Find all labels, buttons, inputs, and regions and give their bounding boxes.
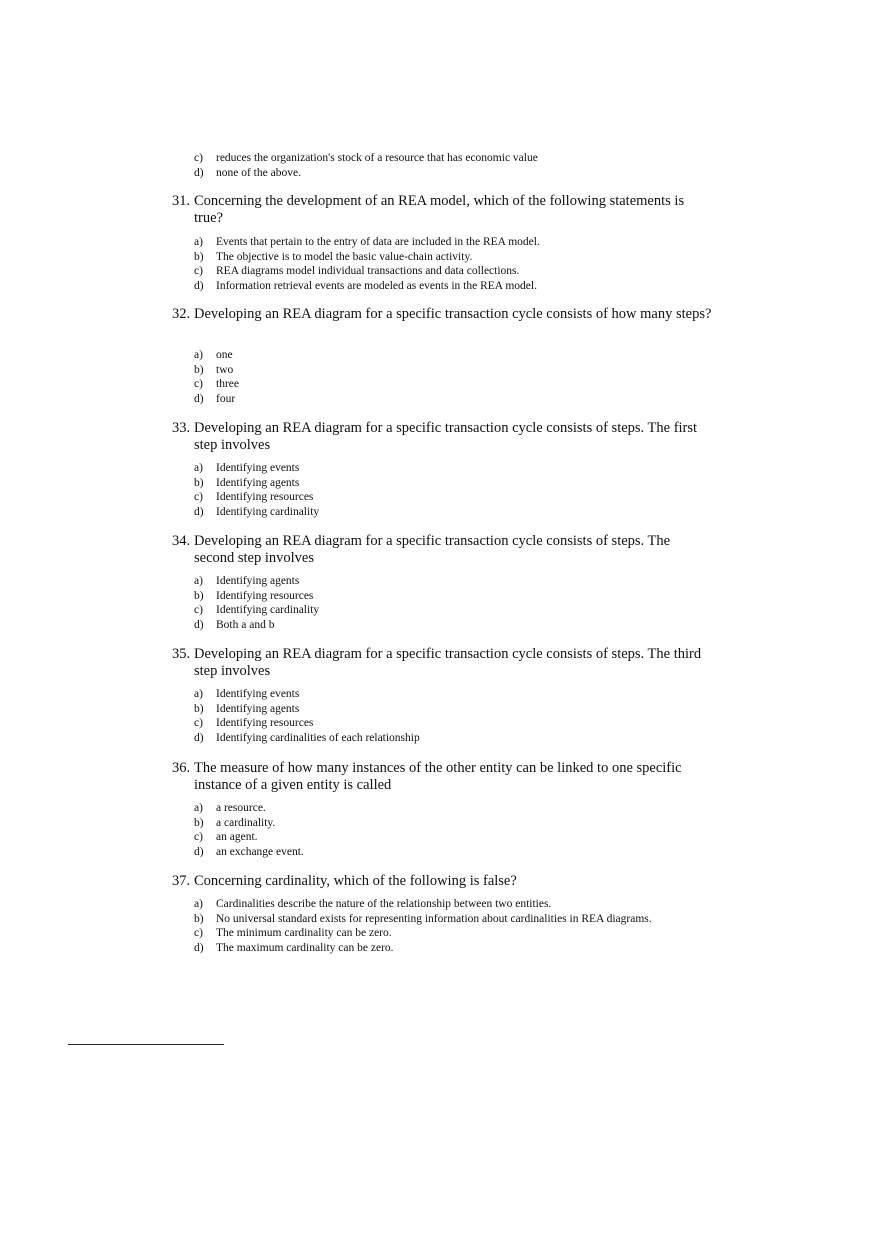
question-text: Concerning cardinality, which of the following is false? <box>194 873 517 889</box>
question-35 <box>172 646 712 680</box>
option-letter: d) <box>194 505 204 518</box>
option-text: a cardinality. <box>216 816 276 829</box>
option-text: Information retrieval events are modeled as events in the REA model. <box>216 279 537 292</box>
option-a <box>194 235 540 250</box>
option-text: Identifying events <box>216 462 300 474</box>
option-c <box>194 151 538 166</box>
option-b <box>194 363 239 378</box>
option-text: four <box>216 392 236 405</box>
option-text: Identifying resources <box>216 589 314 602</box>
option-text: Identifying resources <box>216 717 314 729</box>
question-text: Concerning the development of an REA model, which of the following statements is true? <box>194 193 685 226</box>
question-32 <box>172 306 712 323</box>
option-letter: a) <box>194 575 203 587</box>
option-d <box>194 845 304 860</box>
question-number: 34. <box>172 533 191 549</box>
option-a <box>194 801 304 816</box>
option-d <box>194 392 239 407</box>
question-36 <box>172 760 712 794</box>
carry-over-options <box>194 151 538 180</box>
option-text: Identifying agents <box>216 476 300 489</box>
option-b <box>194 476 319 491</box>
option-c <box>194 377 239 392</box>
option-text: Cardinalities describe the nature of the relationship between two entities. <box>216 898 552 910</box>
option-text: Identifying cardinality <box>216 604 320 616</box>
question-text: Developing an REA diagram for a specific transaction cycle consists of how many steps? <box>194 306 712 322</box>
option-b <box>194 816 304 831</box>
option-text: The maximum cardinality can be zero. <box>216 941 394 954</box>
option-a <box>194 574 319 589</box>
option-letter: b) <box>194 816 204 829</box>
option-letter: c) <box>194 927 203 939</box>
question-text: Developing an REA diagram for a specific transaction cycle consists of steps. The second step involves <box>194 533 671 566</box>
option-d <box>194 505 319 520</box>
option-text: REA diagrams model individual transactions and data collections. <box>216 265 520 277</box>
option-a <box>194 897 652 912</box>
option-text: Identifying events <box>216 688 300 700</box>
option-b <box>194 250 540 265</box>
option-letter: b) <box>194 589 204 602</box>
option-letter: c) <box>194 378 203 390</box>
question-31-options <box>194 235 540 293</box>
question-number: 33. <box>172 420 191 436</box>
option-letter: b) <box>194 912 204 925</box>
option-b <box>194 912 652 927</box>
option-letter: d) <box>194 618 204 631</box>
option-text: a resource. <box>216 802 266 814</box>
option-c <box>194 830 304 845</box>
option-c <box>194 926 652 941</box>
option-d <box>194 618 319 633</box>
option-text: three <box>216 378 239 390</box>
option-letter: a) <box>194 688 203 700</box>
option-d <box>194 166 538 181</box>
option-text: No universal standard exists for representing information about cardinalities in REA diagrams. <box>216 912 652 925</box>
option-letter: c) <box>194 491 203 503</box>
option-text: an agent. <box>216 831 258 843</box>
question-32-options <box>194 348 239 406</box>
option-text: an exchange event. <box>216 845 304 858</box>
question-34-options <box>194 574 319 632</box>
option-letter: b) <box>194 250 204 263</box>
option-letter: d) <box>194 941 204 954</box>
question-36-options <box>194 801 304 859</box>
option-text: Identifying cardinalities of each relationship <box>216 731 420 744</box>
question-number: 37. <box>172 873 191 889</box>
option-letter: d) <box>194 731 204 744</box>
question-number: 35. <box>172 646 191 662</box>
option-letter: d) <box>194 279 204 292</box>
question-number: 36. <box>172 760 191 776</box>
question-33 <box>172 420 712 454</box>
option-letter: d) <box>194 166 204 179</box>
option-letter: a) <box>194 462 203 474</box>
option-letter: a) <box>194 802 203 814</box>
question-31 <box>172 193 712 227</box>
option-letter: c) <box>194 604 203 616</box>
option-a <box>194 348 239 363</box>
option-letter: b) <box>194 476 204 489</box>
option-c <box>194 490 319 505</box>
question-37 <box>172 873 712 890</box>
option-d <box>194 731 420 746</box>
question-number: 32. <box>172 306 191 322</box>
option-c <box>194 716 420 731</box>
question-text: Developing an REA diagram for a specific transaction cycle consists of steps. The first step involves <box>194 420 698 453</box>
option-text: Events that pertain to the entry of data are included in the REA model. <box>216 236 540 248</box>
option-letter: d) <box>194 845 204 858</box>
option-letter: c) <box>194 152 203 164</box>
option-letter: a) <box>194 898 203 910</box>
option-text: Identifying resources <box>216 491 314 503</box>
option-d <box>194 941 652 956</box>
question-37-options <box>194 897 652 955</box>
question-number: 31. <box>172 193 191 209</box>
option-text: two <box>216 363 234 376</box>
question-text: Developing an REA diagram for a specific transaction cycle consists of steps. The third step involves <box>194 646 702 679</box>
option-letter: b) <box>194 363 204 376</box>
option-text: Identifying agents <box>216 575 300 587</box>
option-c <box>194 603 319 618</box>
option-text: reduces the organization's stock of a resource that has economic value <box>216 152 538 164</box>
option-c <box>194 264 540 279</box>
option-d <box>194 279 540 294</box>
question-33-options <box>194 461 319 519</box>
option-text: Identifying cardinality <box>216 505 320 518</box>
option-a <box>194 461 319 476</box>
option-letter: c) <box>194 831 203 843</box>
option-text: The objective is to model the basic value-chain activity. <box>216 250 473 263</box>
option-a <box>194 687 420 702</box>
option-letter: b) <box>194 702 204 715</box>
option-letter: c) <box>194 717 203 729</box>
option-b <box>194 702 420 717</box>
option-b <box>194 589 319 604</box>
option-letter: c) <box>194 265 203 277</box>
question-34 <box>172 533 712 567</box>
option-letter: a) <box>194 236 203 248</box>
option-letter: a) <box>194 349 203 361</box>
question-text: The measure of how many instances of the other entity can be linked to one specific instance of a given entity is called <box>194 760 682 793</box>
option-text: The minimum cardinality can be zero. <box>216 927 392 939</box>
option-text: none of the above. <box>216 166 301 179</box>
option-text: Identifying agents <box>216 702 300 715</box>
option-text: Both a and b <box>216 618 275 631</box>
footnote-rule <box>68 1044 224 1045</box>
option-letter: d) <box>194 392 204 405</box>
option-text: one <box>216 349 233 361</box>
question-35-options <box>194 687 420 745</box>
